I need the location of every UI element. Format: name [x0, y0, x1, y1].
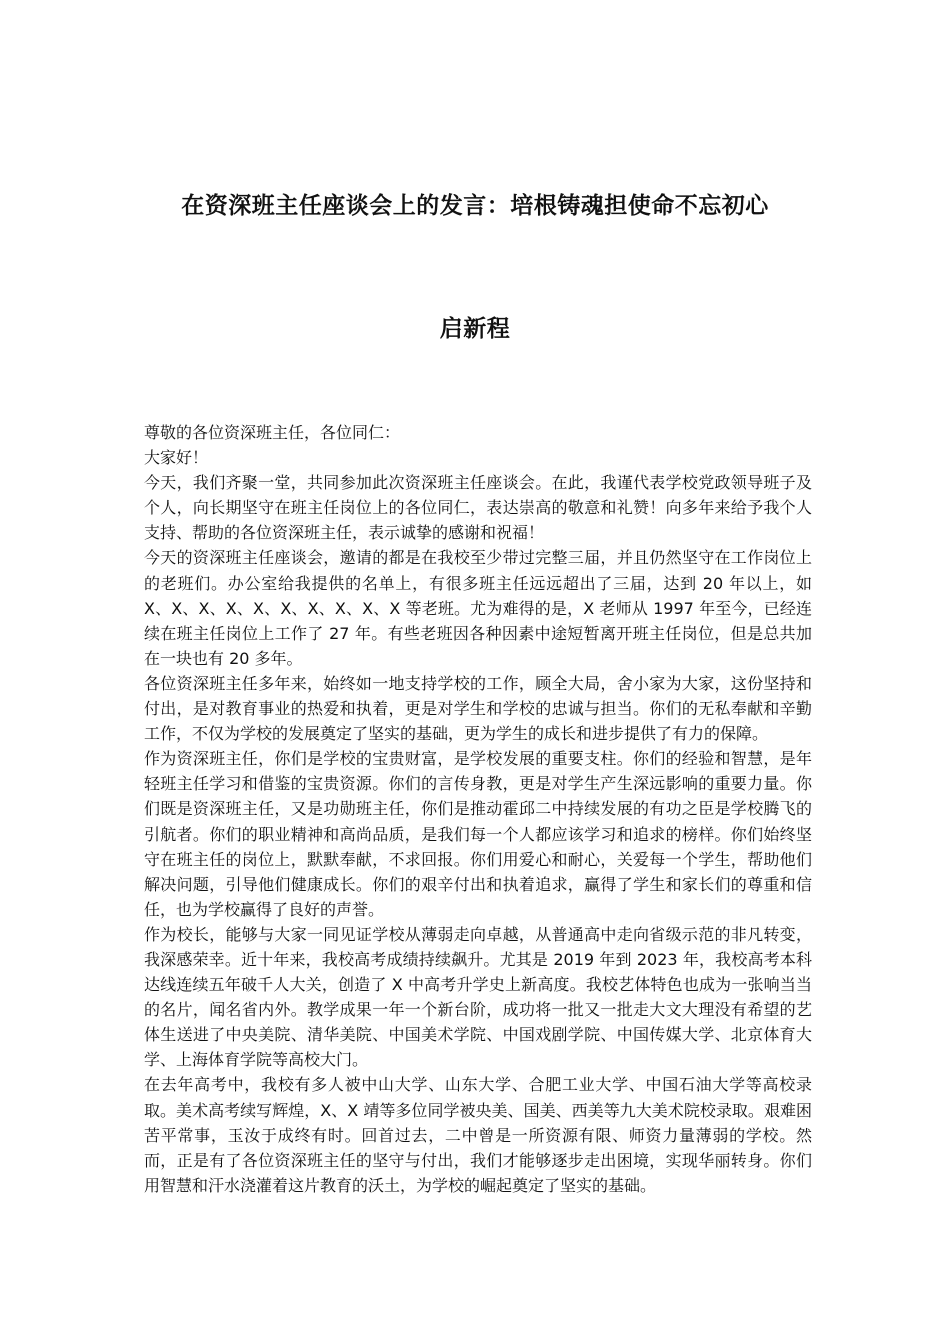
paragraph: 作为校长，能够与大家一同见证学校从薄弱走向卓越，从普通高中走向省级示范的非凡转变，我深感荣幸。近十年来，我校高考成绩持续飙升。尤其是 2019 年到 2023 年，我校高考本科达线连续五年破千人大关，创造了 X 中高考升学史上新高度。我校艺体特色也成为一张响当当的名片，闻名省内外。教学成果一年一个新台阶，成功将一批又一批走大文大理没有希望的艺体生送进了中央美院、清华美院、中国美术学院、中国戏剧学院、中国传媒大学、北京体育大学、上海体育学院等高校大门。	[144, 924, 812, 1070]
document-title-line-1: 在资深班主任座谈会上的发言：培根铸魂担使命不忘初心	[181, 193, 769, 219]
paragraph: 作为资深班主任，你们是学校的宝贵财富，是学校发展的重要支柱。你们的经验和智慧，是年轻班主任学习和借鉴的宝贵资源。你们的言传身教，更是对学生产生深远影响的重要力量。你们既是资深班主任，又是功勋班主任，你们是推动霍邱二中持续发展的有功之臣是学校腾飞的引航者。你们的职业精神和高尚品质，是我们每一个人都应该学习和追求的榜样。你们始终坚守在班主任的岗位上，默默奉献，不求回报。你们用爱心和耐心，关爱每一个学生，帮助他们解决问题，引导他们健康成长。你们的艰辛付出和执着追求，赢得了学生和家长们的尊重和信任，也为学校赢得了良好的声誉。	[144, 749, 812, 919]
paragraph: 今天，我们齐聚一堂，共同参加此次资深班主任座谈会。在此，我谨代表学校党政领导班子及个人，向长期坚守在班主任岗位上的各位同仁，表达崇高的敬意和礼赞！向多年来给予我个人支持、帮助的各位资深班主任，表示诚挚的感谢和祝福！	[144, 473, 812, 543]
paragraph: 今天的资深班主任座谈会，邀请的都是在我校至少带过完整三届，并且仍然坚守在工作岗位上的老班们。办公室给我提供的名单上，有很多班主任远远超出了三届，达到 20 年以上，如 X、X、X、X、X、X、X、X、X、X 等老班。尤为难得的是，X 老师从 1997 年至今，已经连续在班主任岗位上工作了 27 年。有些老班因各种因素中途短暂离开班主任岗位，但是总共加在一块也有 20 多年。	[144, 548, 812, 668]
paragraph: 各位资深班主任多年来，始终如一地支持学校的工作，顾全大局，舍小家为大家，这份坚持和付出，是对教育事业的热爱和执着，更是对学生和学校的忠诚与担当。你们的无私奉献和辛勤工作，不仅为学校的发展奠定了坚实的基础，更为学生的成长和进步提供了有力的保障。	[144, 673, 812, 744]
document-title-line-2: 启新程	[439, 316, 511, 342]
paragraph: 在去年高考中，我校有多人被中山大学、山东大学、合肥工业大学、中国石油大学等高校录取。美术高考续写辉煌，X、X 靖等多位同学被央美、国美、西美等九大美术院校录取。艰难困苦平常事，玉汝于成终有时。回首过去，二中曾是一所资源有限、师资力量薄弱的学校。然而，正是有了各位资深班主任的坚守与付出，我们才能够逐步走出困境，实现华丽转身。你们用智慧和汗水浇灌着这片教育的沃土，为学校的崛起奠定了坚实的基础。	[144, 1075, 812, 1195]
document-body	[144, 420, 812, 1198]
paragraph-greeting: 大家好！	[144, 448, 209, 468]
paragraph-salutation: 尊敬的各位资深班主任，各位同仁：	[144, 423, 401, 442]
